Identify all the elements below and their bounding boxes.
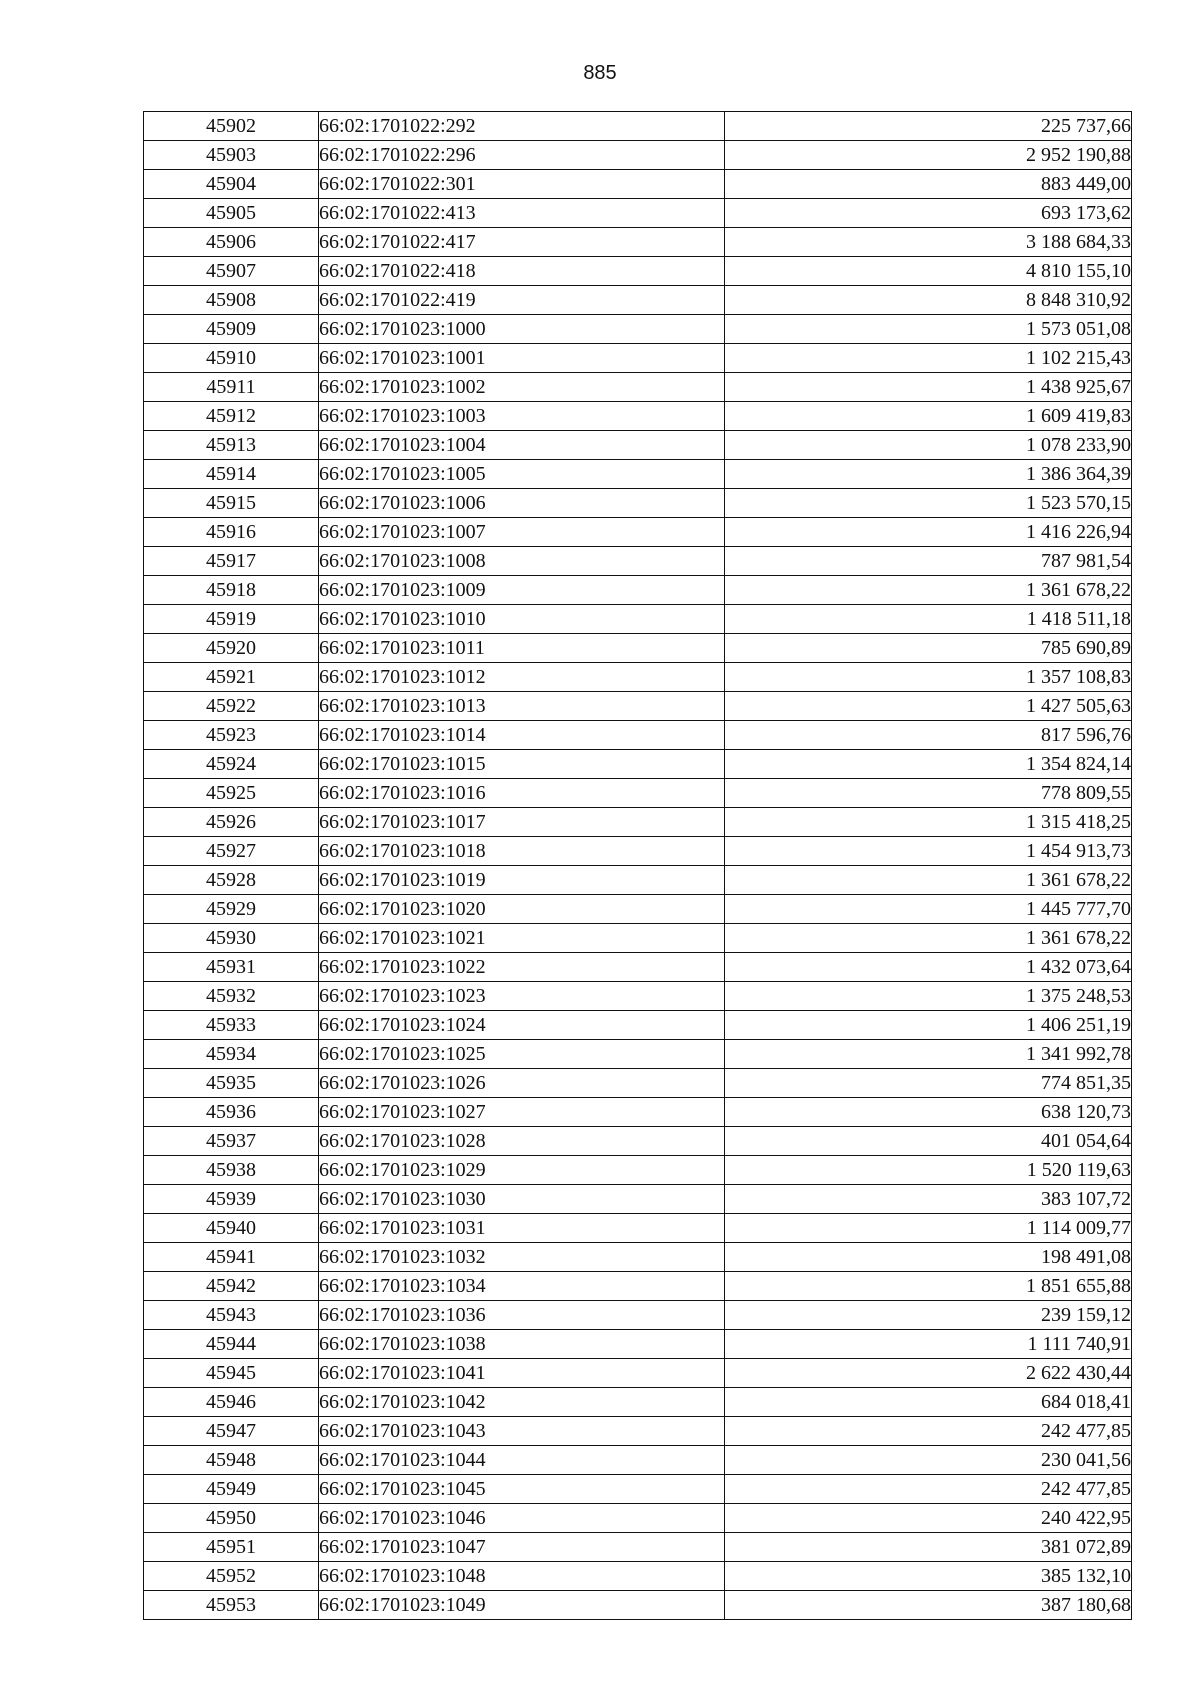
row-number-cell: 45909 [144, 315, 319, 344]
cadastral-value-cell: 787 981,54 [725, 547, 1132, 576]
cadastral-number-cell: 66:02:1701023:1022 [319, 953, 725, 982]
table-row [144, 721, 1132, 750]
cadastral-value-cell: 387 180,68 [725, 1591, 1132, 1620]
row-number-cell: 45933 [144, 1011, 319, 1040]
cadastral-number-cell: 66:02:1701023:1025 [319, 1040, 725, 1069]
cadastral-number-cell: 66:02:1701022:301 [319, 170, 725, 199]
cadastral-value-cell: 1 520 119,63 [725, 1156, 1132, 1185]
table-row [144, 1359, 1132, 1388]
table-row [144, 576, 1132, 605]
table-row [144, 924, 1132, 953]
table-row [144, 1185, 1132, 1214]
cadastral-value-cell: 1 432 073,64 [725, 953, 1132, 982]
table-row [144, 605, 1132, 634]
row-number-cell: 45952 [144, 1562, 319, 1591]
cadastral-number-cell: 66:02:1701023:1000 [319, 315, 725, 344]
table-body [144, 112, 1132, 1620]
cadastral-value-cell: 1 375 248,53 [725, 982, 1132, 1011]
cadastral-number-cell: 66:02:1701023:1003 [319, 402, 725, 431]
cadastral-number-cell: 66:02:1701023:1049 [319, 1591, 725, 1620]
table-row [144, 460, 1132, 489]
row-number-cell: 45915 [144, 489, 319, 518]
cadastral-number-cell: 66:02:1701023:1001 [319, 344, 725, 373]
row-number-cell: 45950 [144, 1504, 319, 1533]
row-number-cell: 45913 [144, 431, 319, 460]
cadastral-number-cell: 66:02:1701023:1012 [319, 663, 725, 692]
table-row [144, 692, 1132, 721]
table-row [144, 837, 1132, 866]
cadastral-number-cell: 66:02:1701023:1044 [319, 1446, 725, 1475]
cadastral-number-cell: 66:02:1701023:1028 [319, 1127, 725, 1156]
row-number-cell: 45911 [144, 373, 319, 402]
cadastral-value-cell: 240 422,95 [725, 1504, 1132, 1533]
row-number-cell: 45907 [144, 257, 319, 286]
cadastral-value-cell: 817 596,76 [725, 721, 1132, 750]
cadastral-value-cell: 1 102 215,43 [725, 344, 1132, 373]
cadastral-number-cell: 66:02:1701023:1009 [319, 576, 725, 605]
cadastral-number-cell: 66:02:1701023:1016 [319, 779, 725, 808]
table-row [144, 315, 1132, 344]
row-number-cell: 45943 [144, 1301, 319, 1330]
row-number-cell: 45925 [144, 779, 319, 808]
row-number-cell: 45932 [144, 982, 319, 1011]
table-row [144, 547, 1132, 576]
table-row [144, 866, 1132, 895]
table-row [144, 1504, 1132, 1533]
table-row [144, 1446, 1132, 1475]
table-row [144, 1562, 1132, 1591]
table-row [144, 1214, 1132, 1243]
cadastral-value-cell: 230 041,56 [725, 1446, 1132, 1475]
page-number: 885 [583, 62, 617, 84]
table-row [144, 199, 1132, 228]
cadastral-value-cell: 1 114 009,77 [725, 1214, 1132, 1243]
table-row [144, 1388, 1132, 1417]
cadastral-value-cell: 1 445 777,70 [725, 895, 1132, 924]
cadastral-value-cell: 693 173,62 [725, 199, 1132, 228]
cadastral-number-cell: 66:02:1701023:1027 [319, 1098, 725, 1127]
cadastral-value-cell: 1 418 511,18 [725, 605, 1132, 634]
table-row [144, 895, 1132, 924]
row-number-cell: 45906 [144, 228, 319, 257]
cadastral-value-cell: 385 132,10 [725, 1562, 1132, 1591]
cadastral-value-cell: 3 188 684,33 [725, 228, 1132, 257]
table-row [144, 402, 1132, 431]
row-number-cell: 45934 [144, 1040, 319, 1069]
cadastral-value-cell: 239 159,12 [725, 1301, 1132, 1330]
cadastral-number-cell: 66:02:1701023:1047 [319, 1533, 725, 1562]
table-row [144, 170, 1132, 199]
row-number-cell: 45923 [144, 721, 319, 750]
cadastral-number-cell: 66:02:1701023:1045 [319, 1475, 725, 1504]
row-number-cell: 45921 [144, 663, 319, 692]
table-row [144, 344, 1132, 373]
row-number-cell: 45947 [144, 1417, 319, 1446]
cadastral-value-cell: 1 341 992,78 [725, 1040, 1132, 1069]
row-number-cell: 45902 [144, 112, 319, 141]
cadastral-number-cell: 66:02:1701023:1032 [319, 1243, 725, 1272]
cadastral-value-cell: 684 018,41 [725, 1388, 1132, 1417]
table-row [144, 634, 1132, 663]
cadastral-number-cell: 66:02:1701022:292 [319, 112, 725, 141]
cadastral-number-cell: 66:02:1701023:1013 [319, 692, 725, 721]
cadastral-number-cell: 66:02:1701022:296 [319, 141, 725, 170]
table-row [144, 1533, 1132, 1562]
table-row [144, 1330, 1132, 1359]
cadastral-value-cell: 242 477,85 [725, 1475, 1132, 1504]
row-number-cell: 45910 [144, 344, 319, 373]
row-number-cell: 45905 [144, 199, 319, 228]
table-row [144, 1301, 1132, 1330]
cadastral-value-cell: 1 454 913,73 [725, 837, 1132, 866]
cadastral-value-cell: 778 809,55 [725, 779, 1132, 808]
cadastral-number-cell: 66:02:1701023:1038 [319, 1330, 725, 1359]
row-number-cell: 45922 [144, 692, 319, 721]
row-number-cell: 45944 [144, 1330, 319, 1359]
cadastral-number-cell: 66:02:1701023:1030 [319, 1185, 725, 1214]
cadastral-value-cell: 1 361 678,22 [725, 576, 1132, 605]
cadastral-value-cell: 785 690,89 [725, 634, 1132, 663]
row-number-cell: 45918 [144, 576, 319, 605]
row-number-cell: 45946 [144, 1388, 319, 1417]
row-number-cell: 45916 [144, 518, 319, 547]
cadastral-value-cell: 1 386 364,39 [725, 460, 1132, 489]
cadastral-value-cell: 1 416 226,94 [725, 518, 1132, 547]
row-number-cell: 45924 [144, 750, 319, 779]
cadastral-value-cell: 1 361 678,22 [725, 924, 1132, 953]
row-number-cell: 45949 [144, 1475, 319, 1504]
table-row [144, 663, 1132, 692]
row-number-cell: 45942 [144, 1272, 319, 1301]
cadastral-number-cell: 66:02:1701023:1004 [319, 431, 725, 460]
row-number-cell: 45917 [144, 547, 319, 576]
row-number-cell: 45936 [144, 1098, 319, 1127]
cadastral-number-cell: 66:02:1701023:1029 [319, 1156, 725, 1185]
cadastral-number-cell: 66:02:1701023:1041 [319, 1359, 725, 1388]
cadastral-number-cell: 66:02:1701023:1005 [319, 460, 725, 489]
cadastral-value-cell: 1 851 655,88 [725, 1272, 1132, 1301]
table-row [144, 373, 1132, 402]
table-row [144, 1272, 1132, 1301]
cadastral-number-cell: 66:02:1701023:1023 [319, 982, 725, 1011]
row-number-cell: 45919 [144, 605, 319, 634]
cadastral-value-cell: 1 354 824,14 [725, 750, 1132, 779]
table-row [144, 808, 1132, 837]
table-row [144, 1417, 1132, 1446]
table-row [144, 1475, 1132, 1504]
row-number-cell: 45926 [144, 808, 319, 837]
cadastral-number-cell: 66:02:1701023:1008 [319, 547, 725, 576]
cadastral-value-cell: 8 848 310,92 [725, 286, 1132, 315]
row-number-cell: 45941 [144, 1243, 319, 1272]
table-row [144, 953, 1132, 982]
cadastral-value-cell: 242 477,85 [725, 1417, 1132, 1446]
cadastral-value-table [143, 111, 1132, 1620]
table-row [144, 228, 1132, 257]
table-row [144, 257, 1132, 286]
row-number-cell: 45951 [144, 1533, 319, 1562]
table-row [144, 1011, 1132, 1040]
cadastral-value-cell: 198 491,08 [725, 1243, 1132, 1272]
row-number-cell: 45938 [144, 1156, 319, 1185]
cadastral-number-cell: 66:02:1701023:1048 [319, 1562, 725, 1591]
row-number-cell: 45928 [144, 866, 319, 895]
cadastral-number-cell: 66:02:1701023:1031 [319, 1214, 725, 1243]
cadastral-number-cell: 66:02:1701023:1010 [319, 605, 725, 634]
cadastral-number-cell: 66:02:1701023:1034 [319, 1272, 725, 1301]
row-number-cell: 45953 [144, 1591, 319, 1620]
row-number-cell: 45937 [144, 1127, 319, 1156]
cadastral-number-cell: 66:02:1701023:1007 [319, 518, 725, 547]
cadastral-value-cell: 1 609 419,83 [725, 402, 1132, 431]
cadastral-number-cell: 66:02:1701023:1006 [319, 489, 725, 518]
cadastral-number-cell: 66:02:1701022:413 [319, 199, 725, 228]
table-row [144, 1127, 1132, 1156]
cadastral-value-cell: 383 107,72 [725, 1185, 1132, 1214]
cadastral-number-cell: 66:02:1701023:1036 [319, 1301, 725, 1330]
cadastral-value-cell: 1 523 570,15 [725, 489, 1132, 518]
row-number-cell: 45908 [144, 286, 319, 315]
cadastral-number-cell: 66:02:1701023:1046 [319, 1504, 725, 1533]
row-number-cell: 45939 [144, 1185, 319, 1214]
cadastral-number-cell: 66:02:1701023:1026 [319, 1069, 725, 1098]
row-number-cell: 45929 [144, 895, 319, 924]
cadastral-value-cell: 381 072,89 [725, 1533, 1132, 1562]
row-number-cell: 45927 [144, 837, 319, 866]
cadastral-number-cell: 66:02:1701023:1019 [319, 866, 725, 895]
row-number-cell: 45914 [144, 460, 319, 489]
cadastral-value-cell: 401 054,64 [725, 1127, 1132, 1156]
cadastral-number-cell: 66:02:1701023:1020 [319, 895, 725, 924]
table-row [144, 1156, 1132, 1185]
cadastral-number-cell: 66:02:1701023:1024 [319, 1011, 725, 1040]
table-row [144, 1040, 1132, 1069]
row-number-cell: 45930 [144, 924, 319, 953]
cadastral-number-cell: 66:02:1701022:419 [319, 286, 725, 315]
cadastral-number-cell: 66:02:1701022:418 [319, 257, 725, 286]
table-row [144, 489, 1132, 518]
table-row [144, 431, 1132, 460]
cadastral-number-cell: 66:02:1701022:417 [319, 228, 725, 257]
row-number-cell: 45903 [144, 141, 319, 170]
cadastral-value-cell: 638 120,73 [725, 1098, 1132, 1127]
cadastral-value-cell: 1 361 678,22 [725, 866, 1132, 895]
row-number-cell: 45945 [144, 1359, 319, 1388]
table-row [144, 1243, 1132, 1272]
table-row [144, 1591, 1132, 1620]
table-row [144, 1098, 1132, 1127]
cadastral-number-cell: 66:02:1701023:1042 [319, 1388, 725, 1417]
table-row [144, 750, 1132, 779]
cadastral-number-cell: 66:02:1701023:1011 [319, 634, 725, 663]
table-row [144, 518, 1132, 547]
row-number-cell: 45920 [144, 634, 319, 663]
cadastral-value-cell: 1 438 925,67 [725, 373, 1132, 402]
cadastral-number-cell: 66:02:1701023:1021 [319, 924, 725, 953]
cadastral-value-cell: 1 315 418,25 [725, 808, 1132, 837]
cadastral-number-cell: 66:02:1701023:1002 [319, 373, 725, 402]
table-row [144, 141, 1132, 170]
row-number-cell: 45940 [144, 1214, 319, 1243]
cadastral-value-cell: 2 952 190,88 [725, 141, 1132, 170]
cadastral-number-cell: 66:02:1701023:1018 [319, 837, 725, 866]
cadastral-value-cell: 774 851,35 [725, 1069, 1132, 1098]
table-row [144, 1069, 1132, 1098]
table-row [144, 982, 1132, 1011]
cadastral-value-cell: 2 622 430,44 [725, 1359, 1132, 1388]
cadastral-value-cell: 225 737,66 [725, 112, 1132, 141]
row-number-cell: 45931 [144, 953, 319, 982]
row-number-cell: 45935 [144, 1069, 319, 1098]
cadastral-value-cell: 1 357 108,83 [725, 663, 1132, 692]
cadastral-value-cell: 4 810 155,10 [725, 257, 1132, 286]
cadastral-value-cell: 1 406 251,19 [725, 1011, 1132, 1040]
table-row [144, 286, 1132, 315]
cadastral-value-cell: 1 111 740,91 [725, 1330, 1132, 1359]
row-number-cell: 45912 [144, 402, 319, 431]
cadastral-number-cell: 66:02:1701023:1014 [319, 721, 725, 750]
cadastral-number-cell: 66:02:1701023:1015 [319, 750, 725, 779]
cadastral-value-cell: 1 078 233,90 [725, 431, 1132, 460]
cadastral-number-cell: 66:02:1701023:1017 [319, 808, 725, 837]
cadastral-number-cell: 66:02:1701023:1043 [319, 1417, 725, 1446]
table-row [144, 112, 1132, 141]
cadastral-value-cell: 1 573 051,08 [725, 315, 1132, 344]
table-row [144, 779, 1132, 808]
cadastral-value-cell: 1 427 505,63 [725, 692, 1132, 721]
cadastral-value-cell: 883 449,00 [725, 170, 1132, 199]
row-number-cell: 45904 [144, 170, 319, 199]
row-number-cell: 45948 [144, 1446, 319, 1475]
